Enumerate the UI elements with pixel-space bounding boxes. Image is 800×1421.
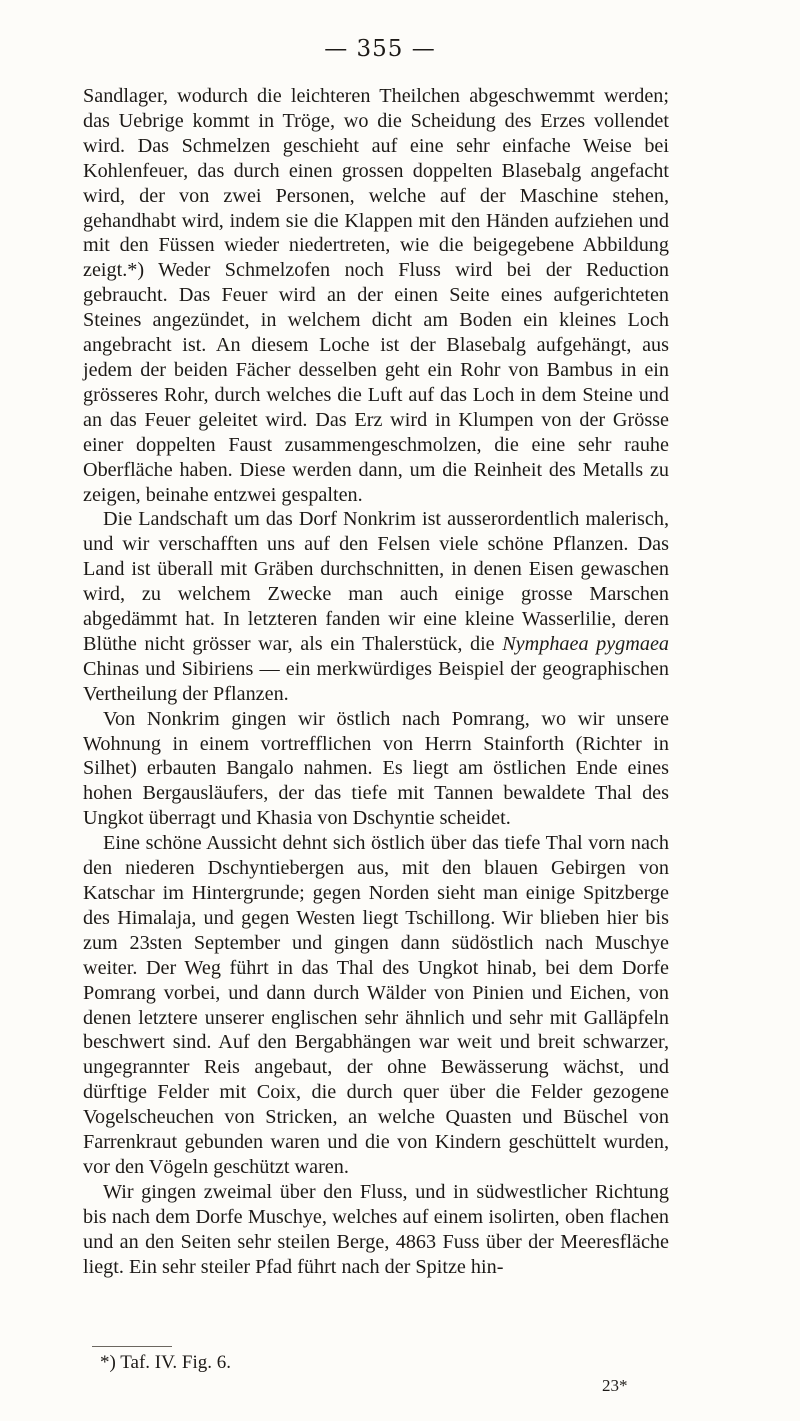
paragraph-pomrang: Von Nonkrim gingen wir östlich nach Pomrang, wo wir unsere Wohnung in einem vortrefflichen von Herrn Stainforth (Richter in Silhet) erbauten Bangalo nahmen. Es liegt am östlichen Ende eines hohen Bergausläufers, der das tiefe mit Tannen bewaldete Thal des Ungkot überragt und Khasia von Dschyntie scheidet. (83, 707, 669, 830)
printer-signature: 23* (602, 1376, 628, 1395)
page-number: — 355 — (324, 36, 436, 62)
paragraph-landscape-after: Chinas und Sibiriens — ein merkwürdiges Beispiel der geographischen Vertheilung der Pflanzen. (83, 657, 669, 705)
paragraph-smelting: Sandlager, wodurch die leichteren Theilchen abgeschwemmt werden; das Uebrige kommt in Tröge, wo die Scheidung des Erzes vollendet wird. Das Schmelzen geschieht auf eine sehr einfache Weise bei Kohlenfeuer, das durch einen grossen doppelten Blasebalg angefacht wird, der von zwei Personen, welche auf der Maschine stehen, gehandhabt wird, indem sie die Klappen mit den Händen aufziehen und mit den Füssen wieder niedertreten, wie die beigegebene Abbildung zeigt.*) Weder Schmelzofen noch Fluss wird bei der Reduction gebraucht. Das Feuer wird an der einen Seite eines aufgerichteten Steines angezündet, in welchem dicht am Boden ein kleines Loch angebracht ist. An diesem Loche ist der Blasebalg aufgehängt, aus jedem der beiden Fächer desselben geht ein Rohr von Bambus in ein grösseres Rohr, durch welches die Luft auf das Loch in dem Steine und an das Feuer geleitet wird. Das Erz wird in Klumpen von der Grösse einer doppelten Faust zusammengeschmolzen, die eine sehr rauhe Oberfläche haben. Diese werden dann, um die Reinheit des Metalls zu zeigen, beinahe entzwei gespalten. (83, 85, 669, 506)
paragraph-landscape (83, 507, 669, 706)
footnote: *) Taf. IV. Fig. 6. (100, 1352, 231, 1373)
paragraph-view: Eine schöne Aussicht dehnt sich östlich über das tiefe Thal vorn nach den niederen Dschyntiebergen aus, mit den blauen Gebirgen von Katschar im Hintergrunde; gegen Norden sieht man einige Spitzberge des Himalaja, und gegen Westen liegt Tschillong. Wir blieben hier bis zum 23sten September und gingen dann südöstlich nach Muschye weiter. Der Weg führt in das Thal des Ungkot hinab, bei dem Dorfe Pomrang vorbei, und dann durch Wälder von Pinien und Eichen, von denen letztere unserer englischen sehr ähnlich und sehr mit Galläpfeln beschwert sind. Auf den Bergabhängen war weit und breit schwarzer, ungegrannter Reis angebaut, der ohne Bewässerung wächst, und dürftige Felder mit Coix, die durch quer über die Felder gezogene Vogelscheuchen von Stricken, an welche Quasten und Büschel von Farrenkraut gebunden waren und die von Kindern geschüttelt wurden, vor den Vögeln geschützt waren. (83, 832, 669, 1178)
footnote-divider (92, 1346, 172, 1347)
body-text (83, 84, 669, 1280)
species-name: Nymphaea pygmaea (502, 632, 669, 655)
paragraph-muschye: Wir gingen zweimal über den Fluss, und in südwestlicher Richtung bis nach dem Dorfe Muschye, welches auf einem isolirten, oben flachen und an den Seiten sehr steilen Berge, 4863 Fuss über der Meeresfläche liegt. Ein sehr steiler Pfad führt nach der Spitze hin- (83, 1180, 669, 1278)
paragraph-landscape-before: Die Landschaft um das Dorf Nonkrim ist ausserordentlich malerisch, und wir verschafften uns auf den Felsen viele schöne Pflanzen. Das Land ist überall mit Gräben durchschnitten, in denen Eisen gewaschen wird, zu welchem Zwecke man auch einige grosse Marschen abgedämmt hat. In letzteren fanden wir eine kleine Wasserlilie, deren Blüthe nicht grösser war, als ein Thalerstück, die (83, 508, 669, 655)
